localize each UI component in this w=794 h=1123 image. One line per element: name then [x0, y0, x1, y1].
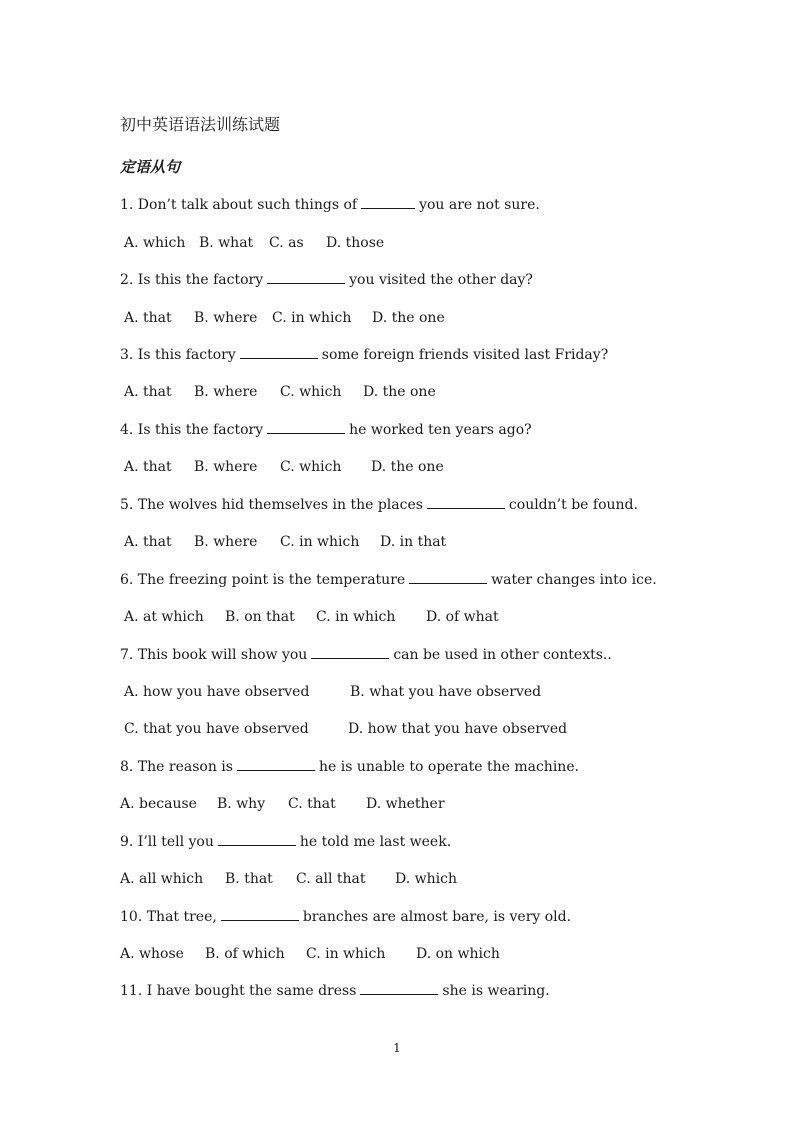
- option-a: A. whose: [120, 946, 184, 962]
- option-d: D. the one: [371, 459, 444, 475]
- section-heading: 定语从句: [120, 158, 181, 176]
- question-2: 2. Is this the factory you visited the other day?: [120, 272, 533, 288]
- question-4: 4. Is this the factory he worked ten years ago?: [120, 422, 532, 438]
- question-5: 5. The wolves hid themselves in the places couldn’t be found.: [120, 497, 638, 513]
- document-title: 初中英语语法训练试题: [120, 115, 281, 134]
- question-9: 9. I’ll tell you he told me last week.: [120, 834, 452, 850]
- option-b: B. what you have observed: [350, 684, 542, 700]
- option-d: D. which: [395, 871, 457, 887]
- option-c: C. as: [269, 235, 304, 251]
- answer-blank: [427, 496, 505, 509]
- option-a: A. because: [120, 796, 197, 812]
- answer-blank: [360, 982, 438, 995]
- option-c: C. in which: [316, 609, 396, 625]
- option-b: B. what: [199, 235, 254, 251]
- option-b: B. where: [194, 310, 258, 326]
- option-c: C. that you have observed: [124, 721, 309, 737]
- option-b: B. that: [225, 871, 273, 887]
- option-c: C. which: [280, 459, 342, 475]
- option-c: C. in which: [272, 310, 352, 326]
- option-b: B. on that: [225, 609, 295, 625]
- option-b: B. where: [194, 459, 258, 475]
- option-d: D. on which: [416, 946, 500, 962]
- option-b: B. where: [194, 534, 258, 550]
- option-b: B. where: [194, 384, 258, 400]
- question-6: 6. The freezing point is the temperature water changes into ice.: [120, 572, 657, 588]
- option-d: D. how that you have observed: [348, 721, 568, 737]
- option-d: D. whether: [366, 796, 445, 812]
- option-c: C. all that: [296, 871, 366, 887]
- option-d: D. of what: [426, 609, 499, 625]
- option-d: D. the one: [363, 384, 436, 400]
- question-10: 10. That tree, branches are almost bare, is very old.: [120, 909, 572, 925]
- option-a: A. how you have observed: [124, 684, 310, 700]
- option-b: B. of which: [205, 946, 285, 962]
- answer-blank: [267, 421, 345, 434]
- option-d: D. in that: [380, 534, 447, 550]
- question-8: 8. The reason is he is unable to operate the machine.: [120, 759, 580, 775]
- option-a: A. all which: [120, 871, 204, 887]
- answer-blank: [218, 833, 296, 846]
- answer-blank: [361, 196, 415, 209]
- option-c: C. in which: [306, 946, 386, 962]
- option-c: C. which: [280, 384, 342, 400]
- question-7: 7. This book will show you can be used in other contexts..: [120, 647, 612, 663]
- option-a: A. that: [124, 384, 172, 400]
- option-a: A. that: [124, 459, 172, 475]
- option-b: B. why: [217, 796, 266, 812]
- question-11: 11. I have bought the same dress she is wearing.: [120, 983, 550, 999]
- answer-blank: [237, 758, 315, 771]
- option-c: C. that: [288, 796, 336, 812]
- option-c: C. in which: [280, 534, 360, 550]
- option-a: A. which: [124, 235, 186, 251]
- option-a: A. at which: [124, 609, 204, 625]
- option-d: D. those: [326, 235, 385, 251]
- answer-blank: [240, 346, 318, 359]
- answer-blank: [221, 908, 299, 921]
- answer-blank: [267, 271, 345, 284]
- answer-blank: [311, 646, 389, 659]
- option-a: A. that: [124, 310, 172, 326]
- answer-blank: [409, 571, 487, 584]
- option-d: D. the one: [372, 310, 445, 326]
- option-a: A. that: [124, 534, 172, 550]
- question-1: 1. Don’t talk about such things of you are not sure.: [120, 197, 540, 213]
- question-3: 3. Is this factory some foreign friends visited last Friday?: [120, 347, 609, 363]
- page-number: 1: [393, 1041, 401, 1055]
